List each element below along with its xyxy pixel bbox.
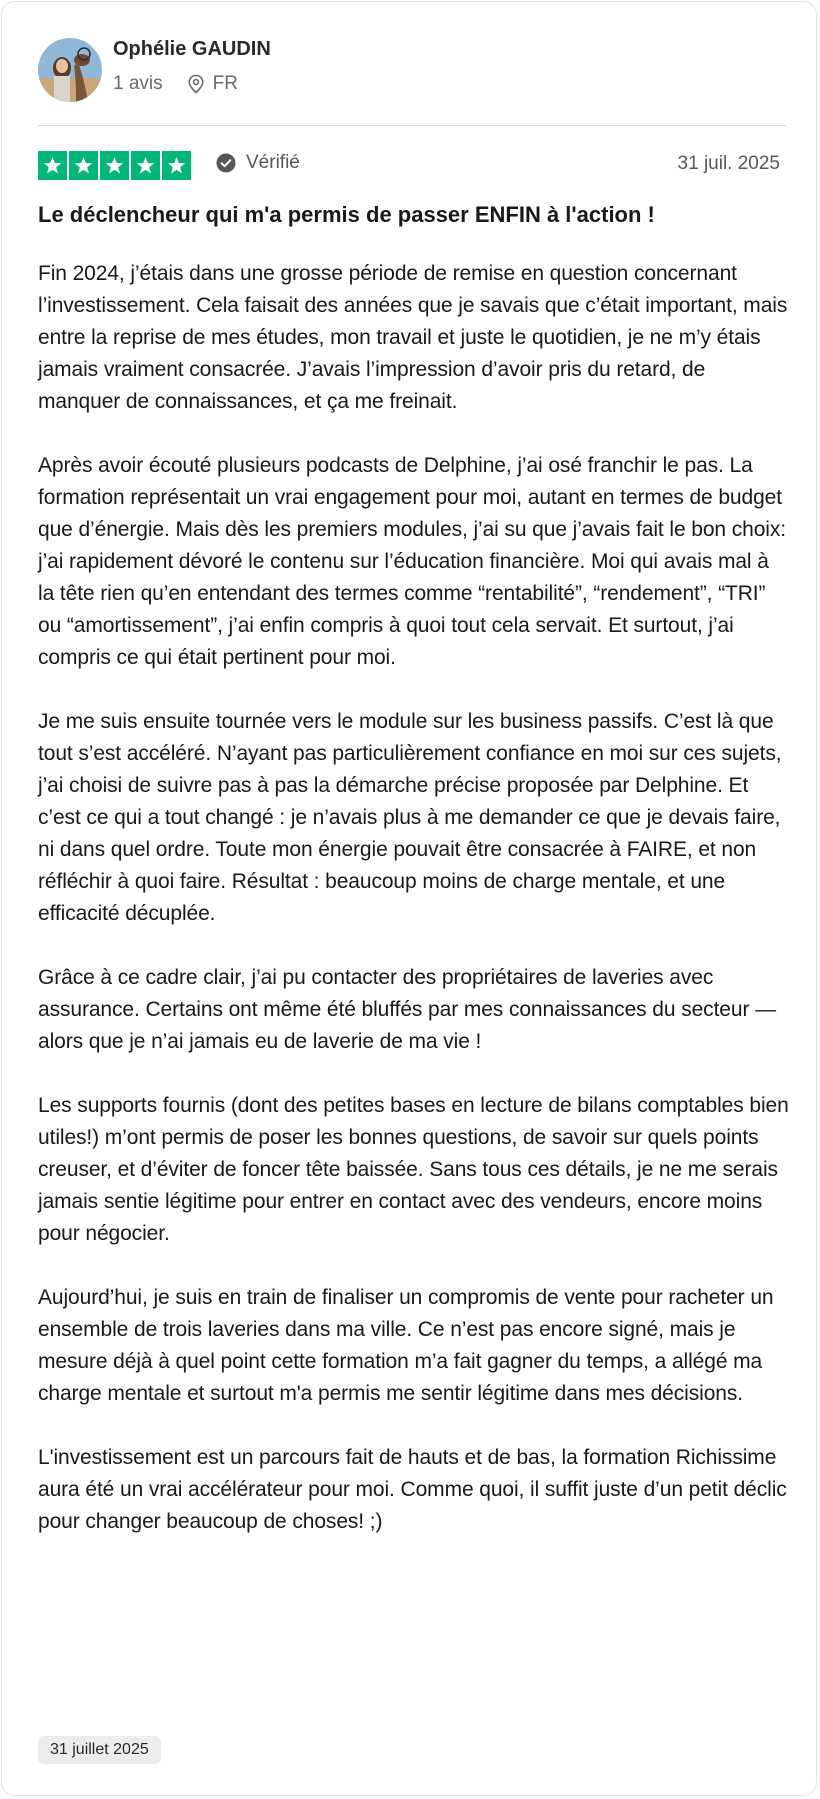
reviews-count: 1 avis	[113, 73, 163, 94]
star-rating	[38, 151, 191, 180]
review-paragraph: Aujourd’hui, je suis en train de finaliser un compromis de vente pour racheter un ensemble de trois laveries dans ma ville. Ce n’est pas encore signé, mais je mesure déjà à quel point cette formation m’a fait gagner du temps, a allégé ma charge mentale et surtout m'a permis me sentir légitime dans mes décisions.	[38, 1286, 774, 1405]
review-paragraph: L'investissement est un parcours fait de hauts et de bas, la formation Richissime aura été un vrai accélérateur pour moi. Comme quoi, il suffit juste d’un petit déclic pour changer beaucoup de choses! ;)	[38, 1446, 787, 1533]
review-card	[1, 1, 817, 1796]
review-title[interactable]: Le déclencheur qui m'a permis de passer ENFIN à l'action !	[38, 202, 655, 227]
star-icon	[162, 151, 191, 180]
review-body	[38, 258, 790, 1538]
verified-label: Vérifié	[246, 152, 300, 173]
verified-badge[interactable]	[216, 152, 300, 174]
review-paragraph: Les supports fournis (dont des petites bases en lecture de bilans comptables bien utiles!) m’ont permis de poser les bonnes questions, de savoir sur quels points creuser, et d’éviter de foncer tête baissée. Sans tous ces détails, je ne me serais jamais sentie légitime pour entrer en contact avec des vendeurs, encore moins pour négocier.	[38, 1094, 789, 1245]
divider	[38, 125, 786, 126]
reviewer-name[interactable]: Ophélie GAUDIN	[113, 38, 271, 60]
reviewer-meta	[113, 73, 238, 95]
star-icon	[100, 151, 129, 180]
reviewer-country: FR	[212, 73, 238, 94]
check-circle-icon	[216, 153, 236, 173]
review-paragraph: Grâce à ce cadre clair, j’ai pu contacter des propriétaires de laveries avec assurance. Certains ont même été bluffés par mes connaissances du secteur — alors que je n’ai jamais eu de laverie de ma vie !	[38, 966, 776, 1053]
star-icon	[131, 151, 160, 180]
experience-date-badge: 31 juillet 2025	[38, 1736, 161, 1764]
review-paragraph: Fin 2024, j’étais dans une grosse période de remise en question concernant l’investissement. Cela faisait des années que je savais que c’était important, mais entre la reprise de mes études, mon travail et juste le quotidien, je ne m’y étais jamais vraiment consacrée. J’avais l’impression d’avoir pris du retard, de manquer de connaissances, et ça me freinait.	[38, 262, 788, 413]
review-paragraph: Je me suis ensuite tournée vers le module sur les business passifs. C’est là que tout s’est accéléré. N’ayant pas particulièrement confiance en moi sur ces sujets, j’ai choisi de suivre pas à pas la démarche précise proposée par Delphine. Et c’est ce qui a tout changé : je n’avais plus à me demander ce que je devais faire, ni dans quel ordre. Toute mon énergie pouvait être consacrée à FAIRE, et non réfléchir à quoi faire. Résultat : beaucoup moins de charge mentale, et une efficacité décuplée.	[38, 710, 782, 925]
avatar[interactable]	[38, 38, 102, 102]
star-icon	[69, 151, 98, 180]
location-pin-icon	[187, 74, 205, 94]
star-icon	[38, 151, 67, 180]
review-date: 31 juil. 2025	[677, 153, 780, 174]
review-paragraph: Après avoir écouté plusieurs podcasts de Delphine, j’ai osé franchir le pas. La formation représentait un vrai engagement pour moi, autant en termes de budget que d’énergie. Mais dès les premiers modules, j’ai su que j’avais fait le bon choix: j’ai rapidement dévoré le contenu sur l’éducation financière. Moi qui avais mal à la tête rien qu’en entendant des termes comme “rentabilité”, “rendement”, “TRI” ou “amortissement”, j’ai enfin compris à quoi tout cela servait. Et surtout, j’ai compris ce qui était pertinent pour moi.	[38, 454, 786, 669]
